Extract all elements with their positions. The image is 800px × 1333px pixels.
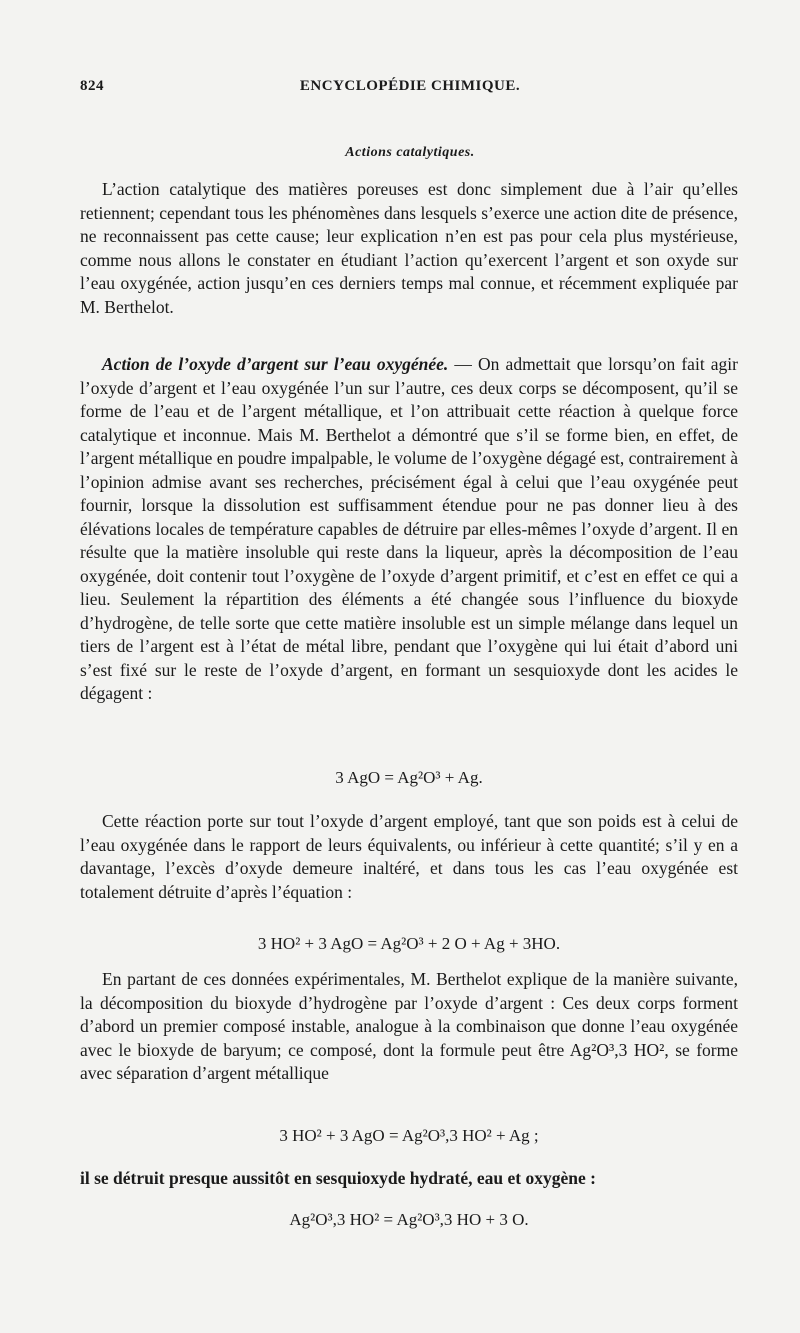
equation-1: 3 AgO = Ag²O³ + Ag. [335, 768, 483, 787]
paragraph-body: — On admettait que lorsqu’on fait agir l’oxyde d’argent et l’eau oxygénée l’un sur l’autre, ces deux corps se décomposent, qu’il se forme de l’eau et de l’argent métallique, et l’on attribuait cette réaction à quelque force catalytique et inconnue. Mais M. Berthelot a démontré que s’il se forme bien, en effet, de l’argent métallique en poudre impalpable, le volume de l’oxygène dégagé est, contrairement à l’opinion admise avant ses recherches, précisément égal à celui que l’eau oxygénée peut fournir, lorsque la dissolution est suffisamment étendue pour ne pas donner lieu à des élévations locales de température capables de détruire par elles-mêmes l’oxyde d’argent. Il en résulte que la matière insoluble qui reste dans la liqueur, après la décomposition de l’eau oxygénée, doit contenir tout l’oxygène de l’oxyde d’argent primitif, et c’est en effet ce qui a lieu. Seulement la répartition des éléments a été changée sous l’influence du bioxyde d’hydrogène, de telle sorte que cette matière insoluble est un simple mélange dans lequel un tiers de l’argent est à l’état de métal libre, pendant que l’oxygène qui lui était d’abord uni s’est fixé sur le reste de l’oxyde d’argent, en formant un sesquioxyde dont les acides le dégagent : [80, 354, 738, 703]
paragraph-explanation: En partant de ces données expérimentales, M. Berthelot explique de la manière suivante, la décomposition du bioxyde d’hydrogène par l’oxyde d’argent : Ces deux corps forment d’abord un premier composé instable, analogue à la combinaison que donne l’eau oxygénée avec le bioxyde de baryum; ce composé, dont la formule peut être Ag²O³,3 HO², se forme avec séparation d’argent métallique [80, 969, 738, 1083]
section-title: Actions catalytiques. [345, 145, 475, 160]
equation-4: Ag²O³,3 HO² = Ag²O³,3 HO + 3 O. [289, 1210, 529, 1229]
paragraph-intro: L’action catalytique des matières poreuses est donc simplement due à l’air qu’elles retiennent; cependant tous les phénomènes dans lesquels s’exerce une action dite de présence, ne reconnaissent pas cette cause; leur explication n’en est pas pour cela plus mystérieuse, comme nous allons le constater en étudiant l’action qu’exercent l’argent et son oxyde sur l’eau oxygénée, action jusqu’en ces derniers temps mal connue, et récemment expliquée par M. Berthelot. [80, 179, 738, 317]
paragraph-tail: il se détruit presque aussitôt en sesquioxyde hydraté, eau et oxygène : [80, 1168, 596, 1188]
running-title: ENCYCLOPÉDIE CHIMIQUE. [299, 78, 521, 94]
paragraph-reaction: Cette réaction porte sur tout l’oxyde d’argent employé, tant que son poids est à celui de l’eau oxygénée dans le rapport de leurs équivalents, ou inférieur à cette quantité; s’il y en a davantage, l’excès d’oxyde demeure inaltéré, et dans tous les cas l’eau oxygénée est totalement détruite d’après l’équation : [80, 811, 738, 902]
page-number: 824 [80, 78, 104, 94]
paragraph-lead-heading: Action de l’oxyde d’argent sur l’eau oxygénée. [102, 354, 449, 374]
paragraph-silver-oxide [80, 353, 738, 706]
running-header [80, 78, 740, 102]
equation-2: 3 HO² + 3 AgO = Ag²O³ + 2 O + Ag + 3HO. [257, 934, 561, 953]
equation-3: 3 HO² + 3 AgO = Ag²O³,3 HO² + Ag ; [279, 1126, 539, 1145]
